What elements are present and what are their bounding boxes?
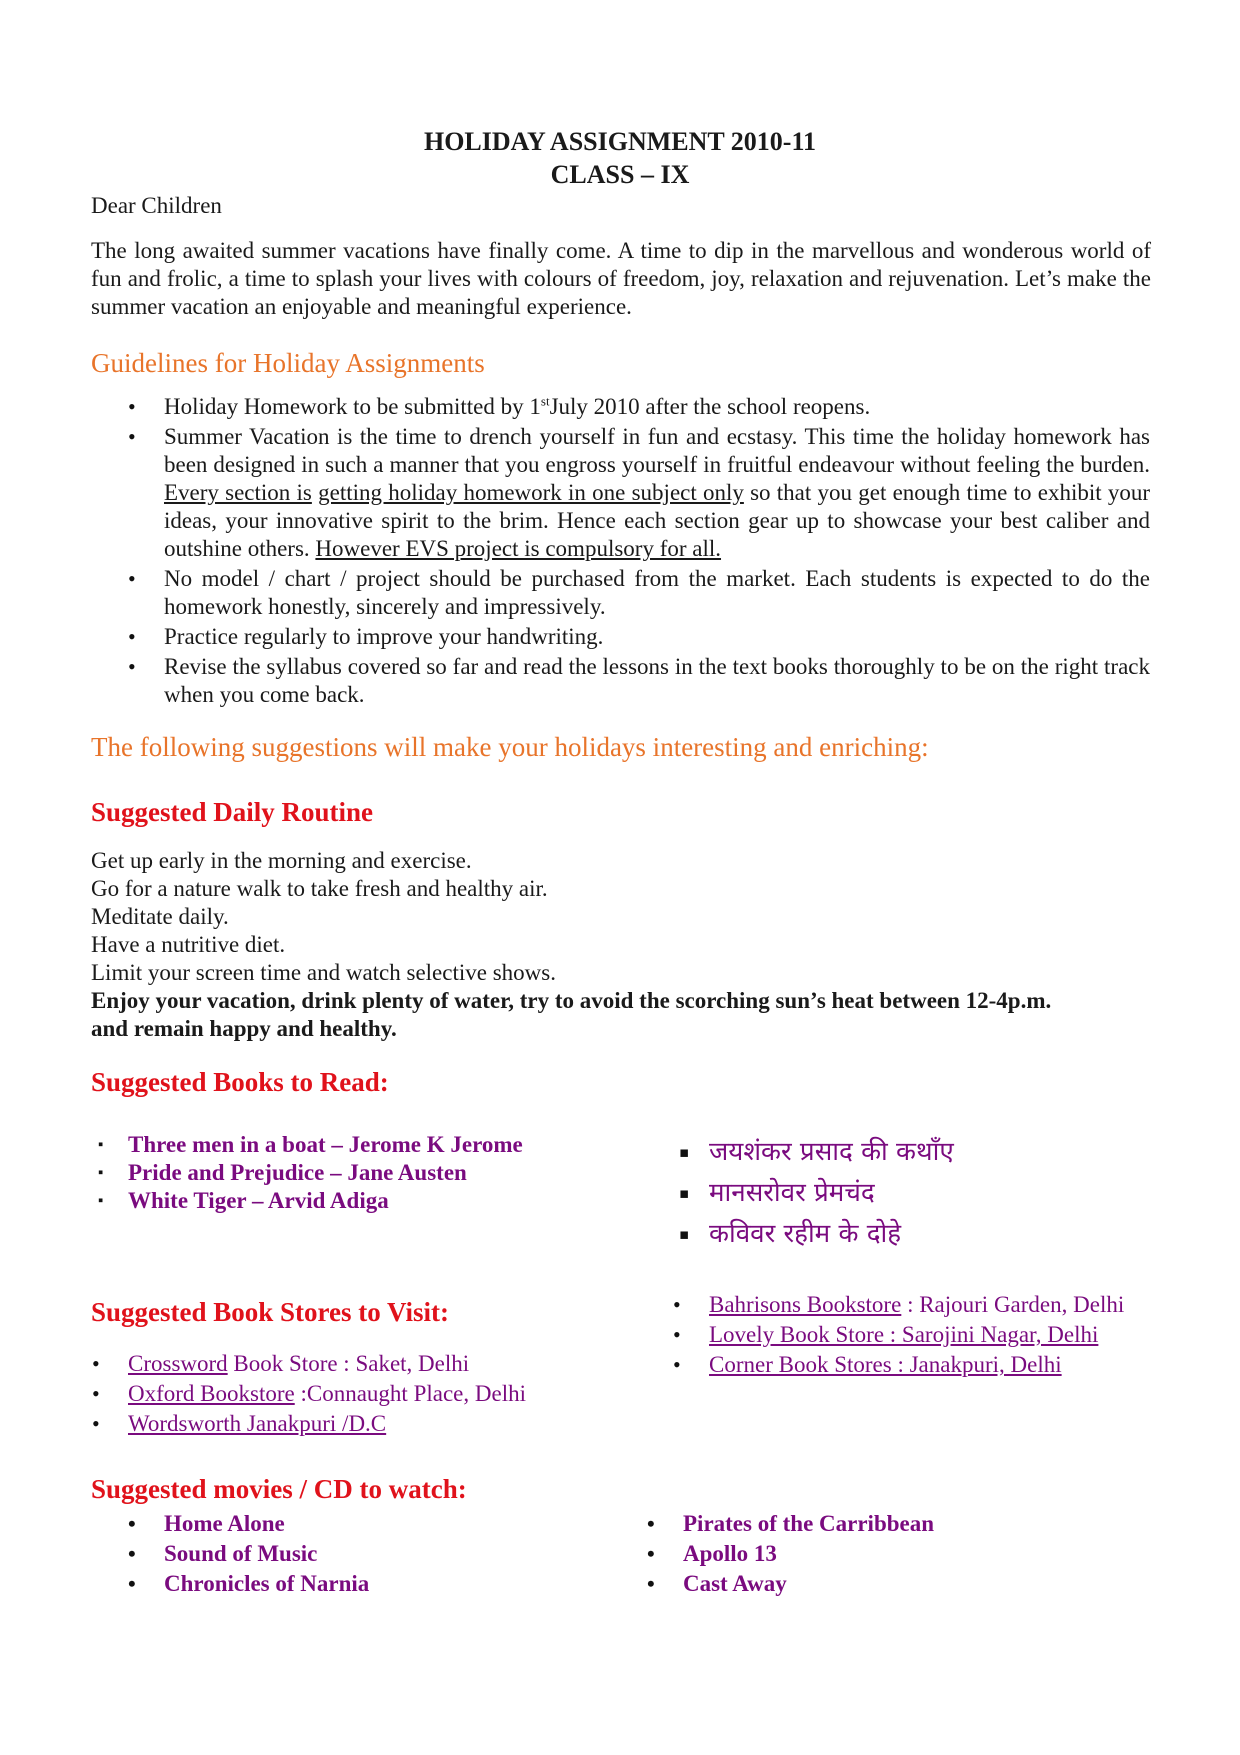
movie-item: • Sound of Music — [164, 1540, 604, 1570]
guideline-item: • No model / chart / project should be purchased from the market. Each students is expected to do the homework honestly, sincerely and impressively. — [164, 565, 1150, 621]
store-link[interactable]: Lovely Book Store : Sarojini Nagar, Delhi — [709, 1322, 1099, 1347]
guidelines-list — [164, 393, 1150, 711]
books-heading: Suggested Books to Read: — [91, 1067, 389, 1097]
store-item: • Oxford Bookstore :Connaught Place, Delhi — [128, 1380, 628, 1410]
routine-heading: Suggested Daily Routine — [91, 797, 374, 827]
stores-left-list — [128, 1350, 628, 1440]
routine-note: and remain happy and healthy. — [91, 1016, 397, 1041]
guideline-item: • Revise the syllabus covered so far and read the lessons in the text books thoroughly to be on the right track when you come back. — [164, 653, 1150, 709]
hindi-books-list — [709, 1134, 1149, 1257]
book-item: ▪ कविवर रहीम के दोहे — [709, 1216, 1149, 1257]
store-item — [709, 1351, 1169, 1381]
routine-line: Limit your screen time and watch selective shows. — [91, 960, 556, 985]
movies-heading: Suggested movies / CD to watch: — [91, 1474, 467, 1504]
greeting: Dear Children — [91, 193, 222, 218]
suggestions-heading: The following suggestions will make your holidays interesting and enriching: — [91, 732, 929, 762]
book-item: ▪ Pride and Prejudice – Jane Austen — [128, 1159, 628, 1187]
routine-list — [91, 847, 1161, 1043]
store-item — [128, 1410, 628, 1440]
store-item — [709, 1321, 1169, 1351]
book-item: ▪ Three men in a boat – Jerome K Jerome — [128, 1131, 628, 1159]
english-books-list — [128, 1131, 628, 1215]
movie-item: • Chronicles of Narnia — [164, 1570, 604, 1600]
book-item: ▪ White Tiger – Arvid Adiga — [128, 1187, 628, 1215]
store-link[interactable]: Corner Book Stores : Janakpuri, Delhi — [709, 1352, 1062, 1377]
store-item: • Crossword Book Store : Saket, Delhi — [128, 1350, 628, 1380]
page-title: HOLIDAY ASSIGNMENT 2010-11 — [423, 127, 817, 156]
store-link[interactable]: Crossword — [128, 1351, 228, 1376]
guideline-item: • Holiday Homework to be submitted by 1stJuly 2010 after the school reopens. — [164, 393, 1150, 421]
book-item: ▪ मानसरोवर प्रेमचंद — [709, 1175, 1149, 1216]
guidelines-heading: Guidelines for Holiday Assignments — [91, 348, 485, 378]
intro-paragraph: The long awaited summer vacations have finally come. A time to dip in the marvellous and wonderous world of fun and frolic, a time to splash your lives with colours of freedom, joy, relaxation and rejuvenation. Let’s make the summer vacation an enjoyable and meaningful experience. — [91, 238, 1151, 319]
routine-line: Meditate daily. — [91, 904, 229, 929]
routine-note: Enjoy your vacation, drink plenty of water, try to avoid the scorching sun’s heat between 12-4p.m. — [91, 988, 1052, 1013]
guideline-item: • Practice regularly to improve your handwriting. — [164, 623, 1150, 651]
routine-line: Get up early in the morning and exercise. — [91, 848, 472, 873]
movie-item: • Cast Away — [683, 1570, 1143, 1600]
movie-item: • Apollo 13 — [683, 1540, 1143, 1570]
book-item: ▪ जयशंकर प्रसाद की कथाँए — [709, 1134, 1149, 1175]
routine-line: Go for a nature walk to take fresh and healthy air. — [91, 876, 548, 901]
store-item: • Bahrisons Bookstore : Rajouri Garden, Delhi — [709, 1291, 1169, 1321]
store-link[interactable]: Oxford Bookstore — [128, 1381, 295, 1406]
movies-left-list — [164, 1510, 604, 1600]
routine-line: Have a nutritive diet. — [91, 932, 286, 957]
movies-right-list — [683, 1510, 1143, 1600]
movie-item: • Pirates of the Carribbean — [683, 1510, 1143, 1540]
guideline-item: • Summer Vacation is the time to drench yourself in fun and ecstasy. This time the holiday homework has been designed in such a manner that you engross yourself in fruitful endeavour without feeling the burden. Every section is getting holiday homework in one subject only so that you get enough time to exhibit your ideas, your innovative spirit to the brim. Hence each section gear up to showcase your best caliber and outshine others. However EVS project is compulsory for all. — [164, 423, 1150, 563]
stores-heading: Suggested Book Stores to Visit: — [91, 1297, 450, 1327]
movie-item: • Home Alone — [164, 1510, 604, 1540]
store-link[interactable]: Wordsworth Janakpuri /D.C — [128, 1411, 387, 1436]
page-subtitle: CLASS – IX — [550, 160, 690, 189]
store-link[interactable]: Bahrisons Bookstore — [709, 1292, 902, 1317]
stores-right-list — [709, 1291, 1169, 1381]
